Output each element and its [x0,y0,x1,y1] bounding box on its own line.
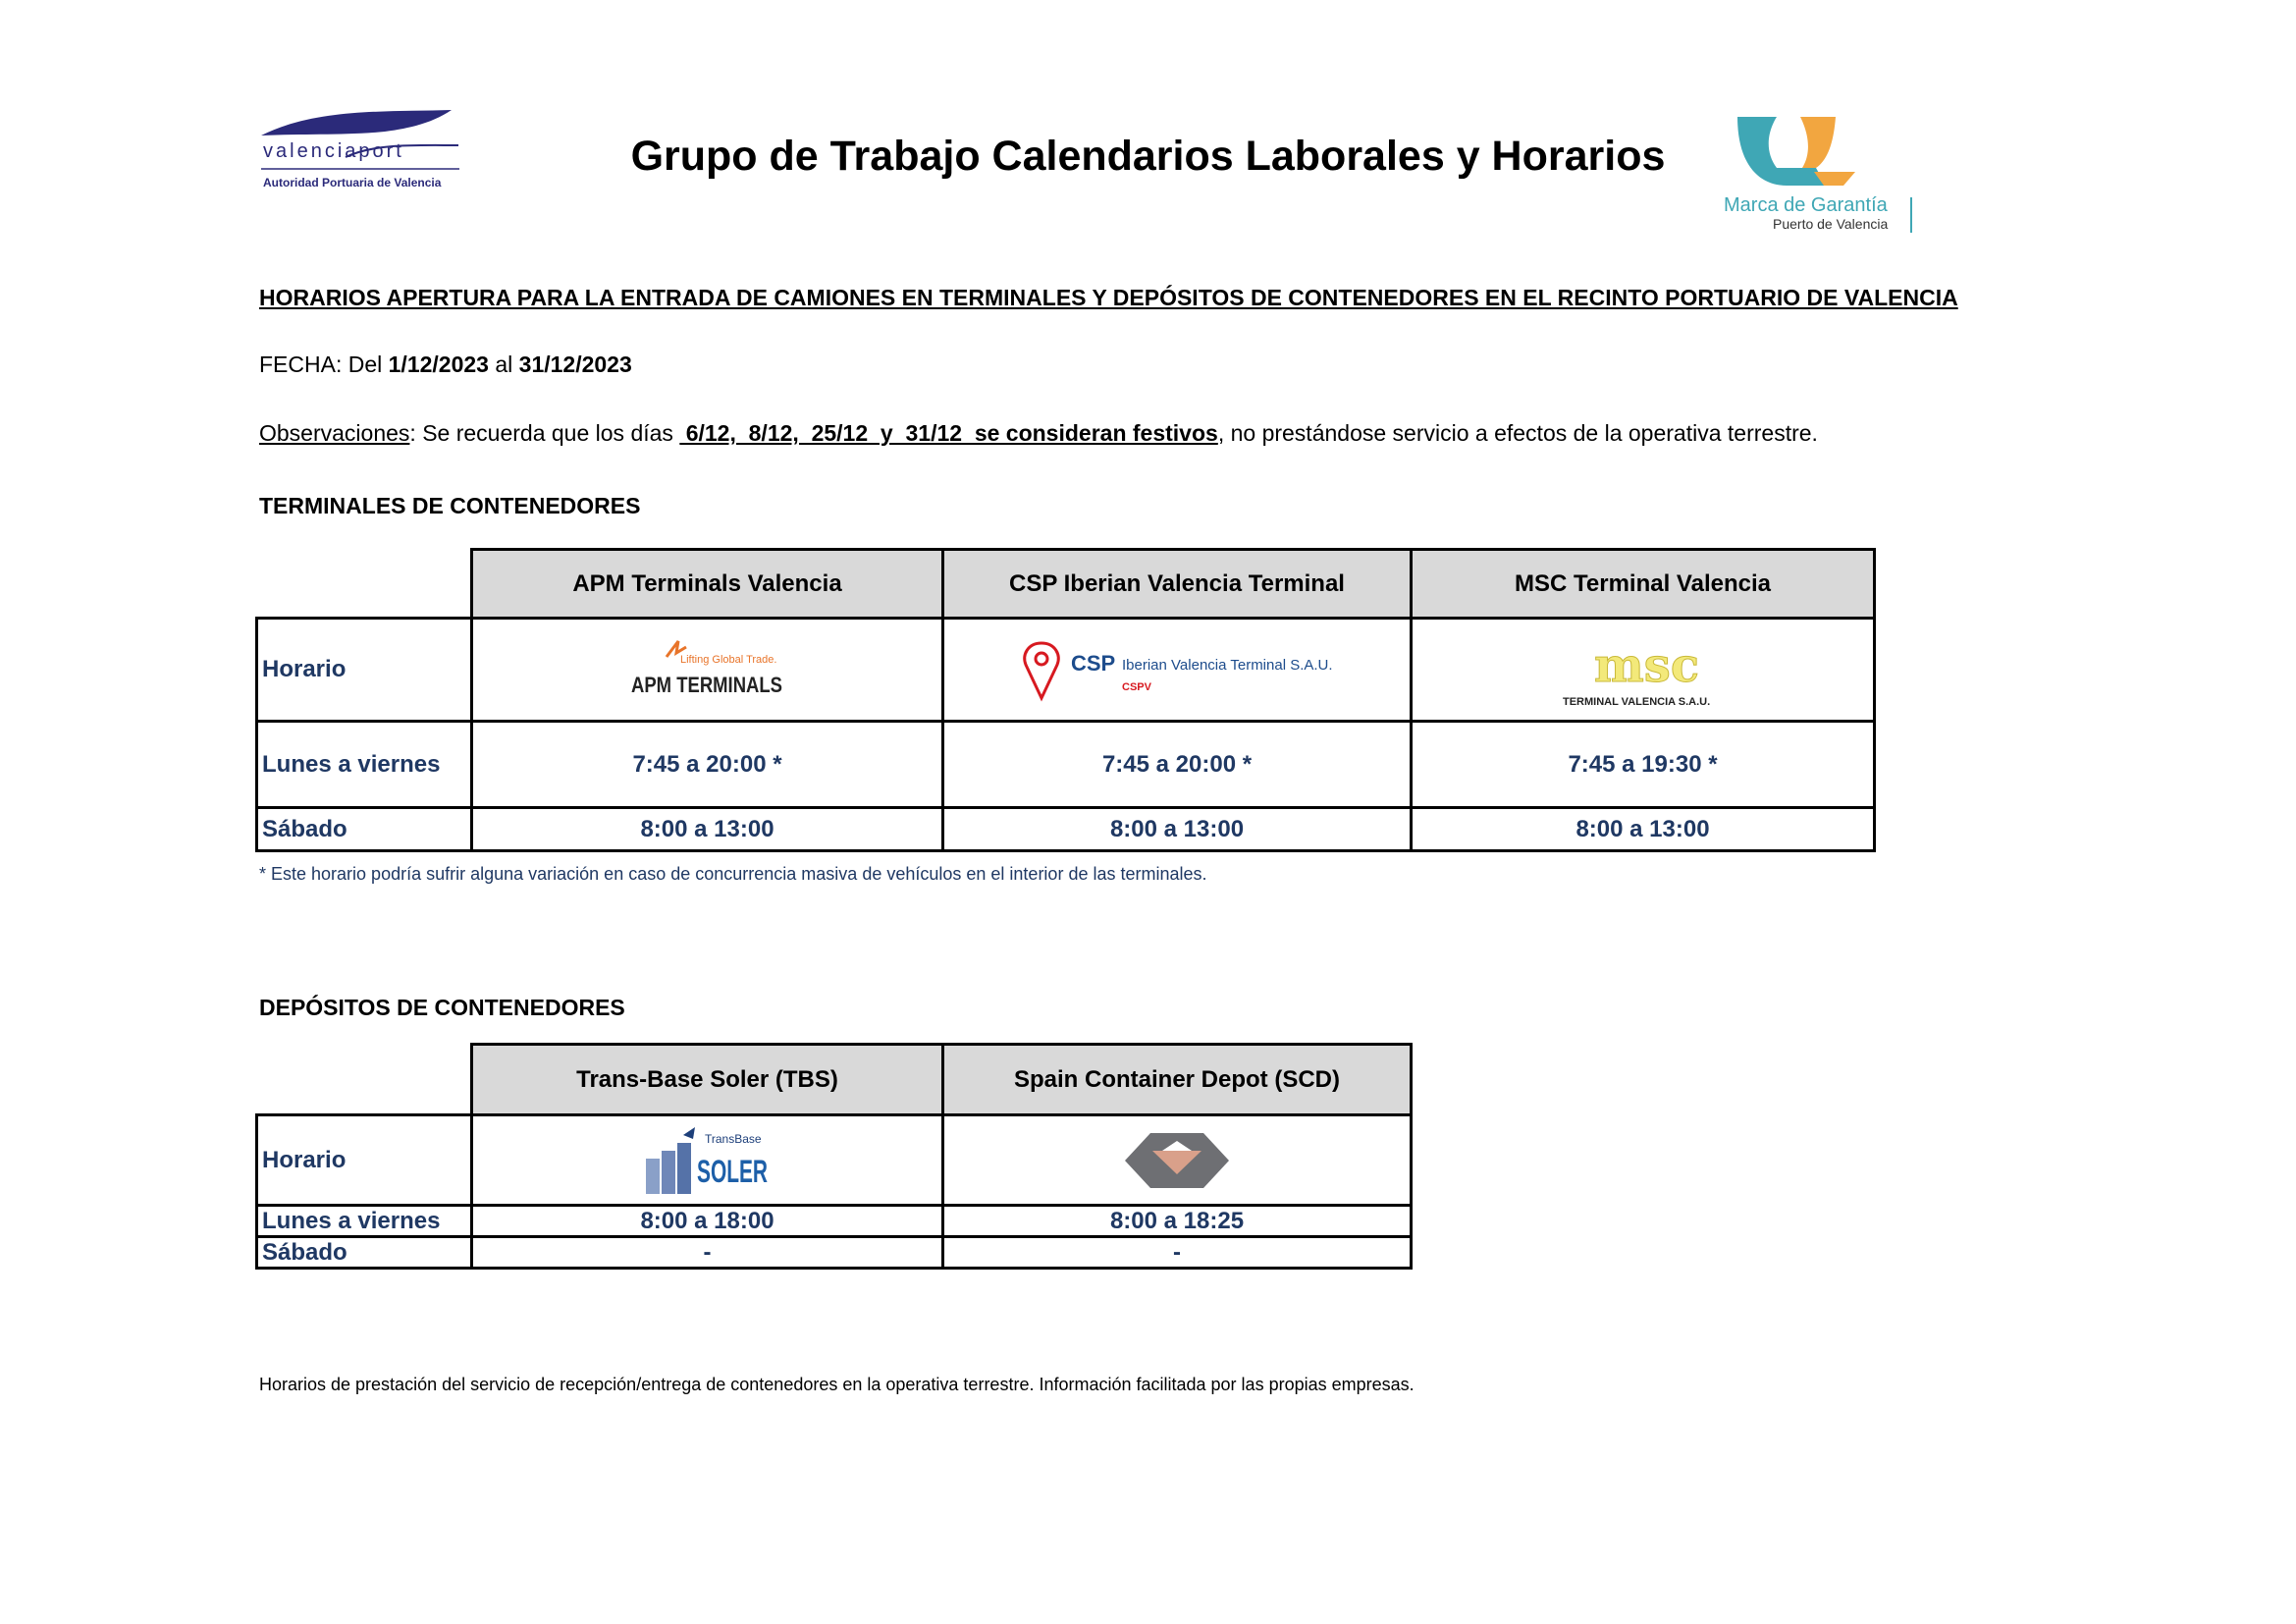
tbs-logo [472,1115,943,1206]
terminals-section-title: TERMINALES DE CONTENEDORES [259,493,641,518]
marca-garantia-q-icon [1718,113,1924,236]
date-from: 1/12/2023 [388,352,489,377]
observations [259,420,1818,447]
holiday-days: 6/12, 8/12, 25/12 y 31/12 se consideran festivos [679,420,1218,446]
column-header-tbs: Trans-Base Soler (TBS) [472,1045,943,1115]
csp-logo [943,619,1412,722]
weekday-hours-apm: 7:45 a 20:00 * [472,722,943,808]
tbs-name: SOLER [696,1153,768,1189]
date-to: 31/12/2023 [518,352,632,377]
row-label-weekday: Lunes a viernes [257,1206,472,1237]
scd-diamond-icon [1123,1129,1231,1192]
weekday-hours-scd: 8:00 a 18:25 [943,1206,1412,1237]
observations-text1: : Se recuerda que los días [409,420,680,446]
column-header-apm: APM Terminals Valencia [472,550,943,619]
table-row [257,808,1875,851]
apm-terminals-logo-icon [629,635,786,704]
column-header-scd: Spain Container Depot (SCD) [943,1045,1412,1115]
weekday-hours-msc: 7:45 a 19:30 * [1412,722,1875,808]
marca-garantia-logo [1718,113,1924,236]
date-range [259,352,632,378]
observations-label: Observaciones [259,420,410,446]
marca-garantia-line2: Puerto de Valencia [1773,216,1889,232]
table-row [257,1206,1412,1237]
date-mid: al [488,352,519,377]
table-row [257,1045,1412,1115]
row-label-saturday: Sábado [257,808,472,851]
row-label-horario: Horario [257,619,472,722]
tbs-logo-icon [644,1125,772,1196]
empty-corner-cell [257,1045,472,1115]
saturday-hours-tbs: - [472,1237,943,1269]
terminals-table [255,548,1876,852]
csp-fullname: Iberian Valencia Terminal S.A.U. [1122,657,1333,674]
row-label-weekday: Lunes a viernes [257,722,472,808]
saturday-hours-msc: 8:00 a 13:00 [1412,808,1875,851]
row-label-saturday: Sábado [257,1237,472,1269]
observations-text2: , no prestándose servicio a efectos de la operativa terrestre. [1217,420,1818,446]
marca-garantia-line1: Marca de Garantía [1724,194,1888,216]
msc-name: msc [1593,638,1699,693]
table-row [257,619,1875,722]
saturday-hours-apm: 8:00 a 13:00 [472,808,943,851]
table-row [257,550,1875,619]
page-title: Grupo de Trabajo Calendarios Laborales y Horarios [630,133,1666,180]
row-label-horario: Horario [257,1115,472,1206]
csp-name: CSP [1071,651,1116,676]
tbs-top: TransBase [704,1131,762,1146]
table-row [257,1115,1412,1206]
depots-table [255,1043,1413,1270]
saturday-hours-scd: - [943,1237,1412,1269]
valenciaport-subtitle: Autoridad Portuaria de Valencia [263,176,442,189]
msc-sub: TERMINAL VALENCIA S.A.U. [1562,696,1710,708]
date-prefix: FECHA: Del [259,352,389,377]
column-header-csp: CSP Iberian Valencia Terminal [943,550,1412,619]
valenciaport-brand: valenciaport [263,140,404,162]
empty-corner-cell [257,550,472,619]
document-heading: HORARIOS APERTURA PARA LA ENTRADA DE CAMIONES EN TERMINALES Y DEPÓSITOS DE CONTENEDORES EN EL RECINTO PORTUARIO DE VALENCIA [259,285,1958,310]
scd-logo [943,1115,1412,1206]
msc-logo [1412,619,1875,722]
csp-sub: CSPV [1122,681,1151,693]
terminals-footnote: * Este horario podría sufrir alguna variación en caso de concurrencia masiva de vehículos en el interior de las terminales. [259,864,1207,884]
weekday-hours-tbs: 8:00 a 18:00 [472,1206,943,1237]
depots-section-title: DEPÓSITOS DE CONTENEDORES [259,995,625,1020]
saturday-hours-csp: 8:00 a 13:00 [943,808,1412,851]
apm-logo [472,619,943,722]
msc-logo-icon [1555,630,1732,709]
table-row [257,722,1875,808]
apm-tagline: Lifting Global Trade. [679,654,776,666]
column-header-msc: MSC Terminal Valencia [1412,550,1875,619]
footer-note: Horarios de prestación del servicio de recepción/entrega de contenedores en la operativa terrestre. Información facilitada por las propias empresas. [259,1375,1415,1394]
table-row [257,1237,1412,1269]
csp-logo-icon [1020,635,1334,704]
apm-name: APM TERMINALS [630,673,782,697]
weekday-hours-csp: 7:45 a 20:00 * [943,722,1412,808]
